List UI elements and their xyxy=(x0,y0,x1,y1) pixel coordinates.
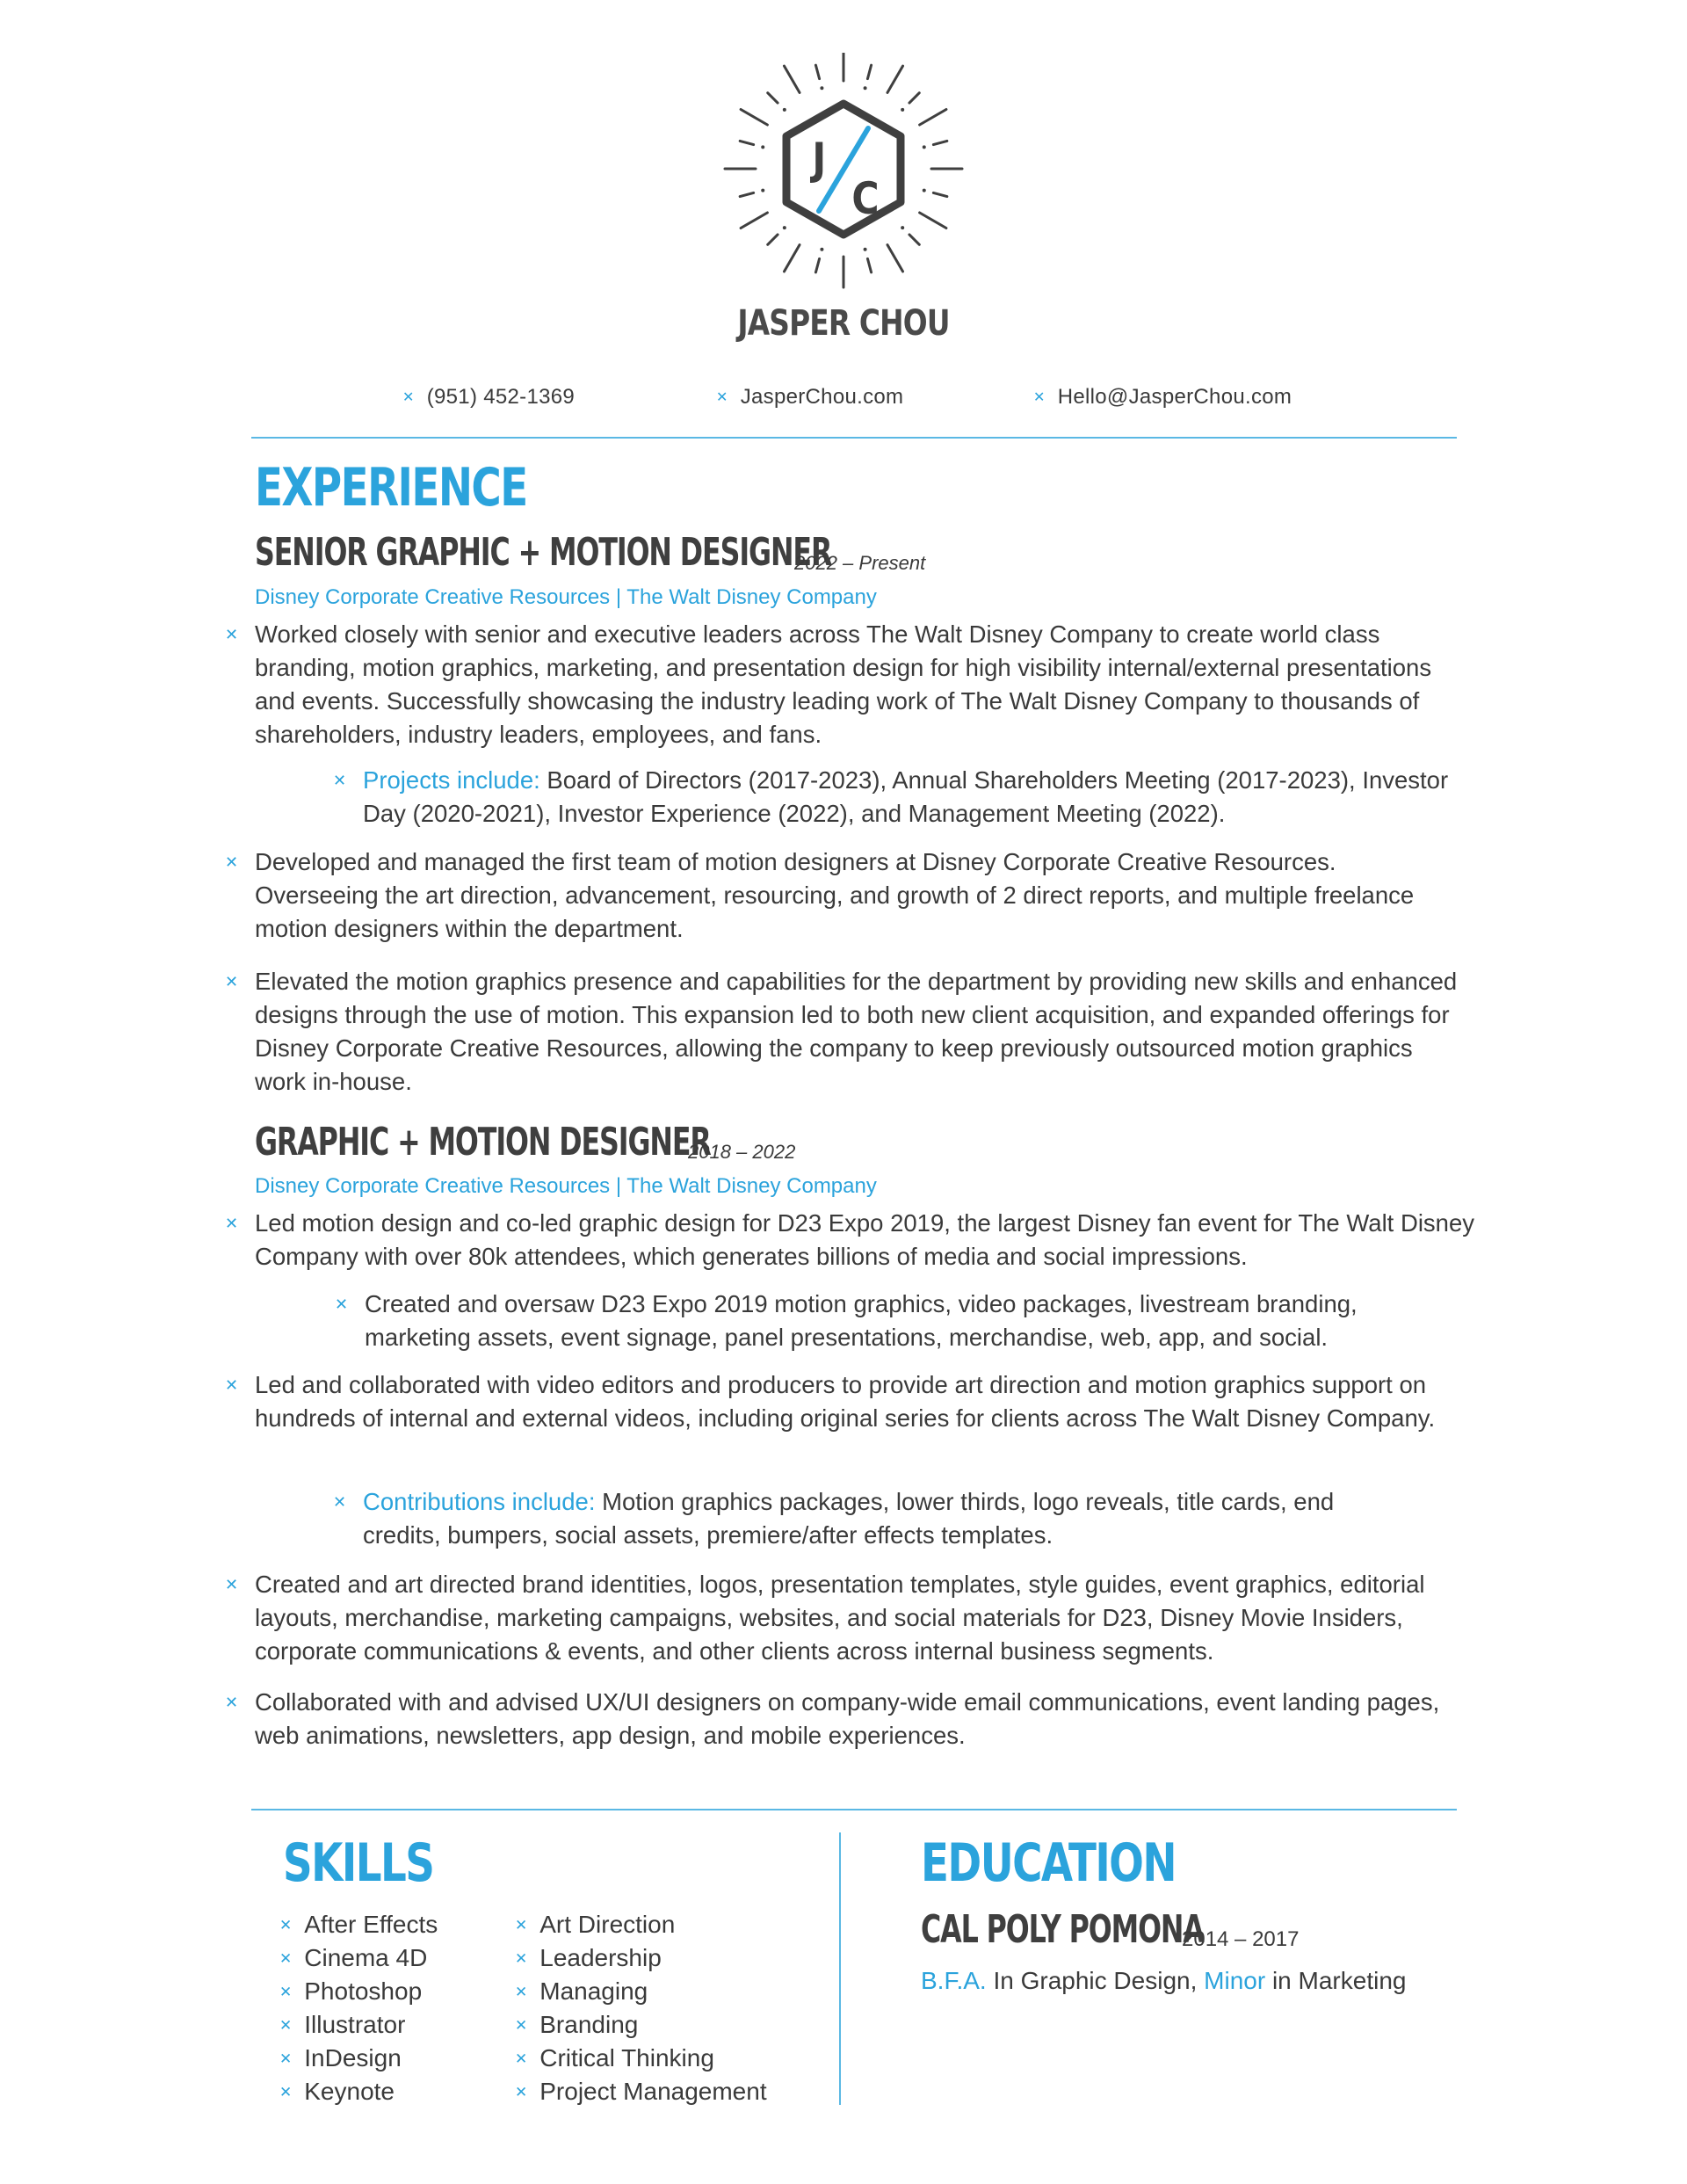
x-mark-icon: ✕ xyxy=(333,1493,347,1511)
skill-item: ✕ Keynote xyxy=(279,2078,395,2105)
sunburst-dot xyxy=(864,86,867,90)
skills-column-1 xyxy=(279,1910,438,2110)
experience-heading: EXPERIENCE xyxy=(255,457,527,519)
sunburst-dot xyxy=(761,145,764,149)
sunburst-ray xyxy=(909,93,919,103)
svg-text:C: C xyxy=(851,172,880,224)
sunburst-dot xyxy=(820,86,823,90)
skill-item: ✕ Managing xyxy=(515,1977,648,2005)
x-mark-icon: ✕ xyxy=(1033,390,1046,405)
sunburst-ray xyxy=(887,245,903,272)
job-dates: 2018 – 2022 xyxy=(688,1141,796,1163)
skill-item: ✕ Photoshop xyxy=(279,1977,423,2005)
sunburst-ray xyxy=(920,213,946,229)
sunburst-ray xyxy=(815,65,819,78)
job-title: GRAPHIC + MOTION DESIGNER xyxy=(255,1120,711,1165)
x-mark-icon: ✕ xyxy=(279,2050,293,2067)
x-mark-icon: ✕ xyxy=(225,1215,239,1232)
x-mark-icon: ✕ xyxy=(279,1984,293,2000)
header-divider xyxy=(251,437,1457,439)
jc-monogram-logo xyxy=(716,53,971,299)
x-mark-icon: ✕ xyxy=(333,772,347,789)
sunburst-dot xyxy=(783,226,786,229)
sunburst-ray xyxy=(933,192,946,196)
x-mark-icon: ✕ xyxy=(279,2084,293,2101)
sunburst-ray xyxy=(887,66,903,92)
sunburst-ray xyxy=(867,258,871,272)
sunburst-ray xyxy=(867,65,871,78)
skill-item: ✕ Leadership xyxy=(515,1944,662,1971)
sunburst-ray xyxy=(785,245,800,272)
x-mark-icon: ✕ xyxy=(716,390,728,405)
skill-item: ✕ Art Direction xyxy=(515,1911,676,1938)
degree-line: B.F.A. In Graphic Design, Minor in Marketing xyxy=(921,1967,1407,1994)
skills-divider xyxy=(251,1809,1457,1810)
sunburst-ray xyxy=(909,235,919,244)
skill-item: ✕ After Effects xyxy=(279,1911,438,1938)
x-mark-icon: ✕ xyxy=(225,626,239,643)
sunburst-dot xyxy=(901,108,904,112)
x-mark-icon: ✕ xyxy=(225,853,239,871)
experience-bullet: ✕ Led motion design and co-led graphic design for D23 Expo 2019, the largest Disney fan event for The Walt Disney Company with over 80k attendees, which generates billions of media and social impressions. xyxy=(255,1207,1476,1273)
experience-bullet: ✕ Elevated the motion graphics presence and capabilities for the department by providing new skills and enhanced designs through the use of motion. This expansion led to both new client acquisition, and expanded offerings for Disney Corporate Creative Resources, allowing the company to keep previously outsourced motion graphics work in-house. xyxy=(255,965,1459,1099)
experience-bullet: ✕ Collaborated with and advised UX/UI designers on company-wide email communications, event landing pages, web animations, newsletters, app design, and mobile experiences. xyxy=(255,1686,1459,1752)
skill-item: ✕ Cinema 4D xyxy=(279,1944,428,1971)
x-mark-icon: ✕ xyxy=(515,2050,528,2067)
skill-item: ✕ Critical Thinking xyxy=(515,2044,714,2072)
sunburst-ray xyxy=(920,110,946,126)
sunburst-ray xyxy=(933,141,946,144)
candidate-name: JASPER CHOU xyxy=(737,303,950,344)
experience-sub-bullet: ✕ Contributions include: Motion graphics packages, lower thirds, logo reveals, title cards, end credits, bumpers, social assets, premiere/after effects templates. xyxy=(363,1485,1373,1552)
sunburst-dot xyxy=(864,248,867,251)
experience-bullet: ✕ Worked closely with senior and executive leaders across The Walt Disney Company to create world class branding, motion graphics, marketing, and presentation design for high visibility internal/external presentations and events. Successfully showcasing the industry leading work of The Walt Disney Company to thousands of shareholders, industry leaders, employees, and fans. xyxy=(255,618,1459,751)
x-mark-icon: ✕ xyxy=(515,1917,528,1934)
x-mark-icon: ✕ xyxy=(515,1984,528,2000)
x-mark-icon: ✕ xyxy=(515,2017,528,2034)
skill-item: ✕ Branding xyxy=(515,2011,639,2038)
job-title: SENIOR GRAPHIC + MOTION DESIGNER xyxy=(255,530,832,575)
school-name: CAL POLY POMONA xyxy=(921,1907,1204,1952)
sunburst-ray xyxy=(740,192,753,196)
x-mark-icon: ✕ xyxy=(225,1376,239,1394)
skills-heading: SKILLS xyxy=(283,1832,434,1894)
skill-item: ✕ Illustrator xyxy=(279,2011,406,2038)
contact-email[interactable]: ✕ Hello@JasperChou.com xyxy=(1033,385,1292,409)
sunburst-dot xyxy=(783,108,786,112)
sunburst-dot xyxy=(820,248,823,251)
job-company: Disney Corporate Creative Resources | The Walt Disney Company xyxy=(255,585,877,609)
x-mark-icon: ✕ xyxy=(515,1950,528,1967)
education-heading: EDUCATION xyxy=(921,1832,1177,1894)
job-company: Disney Corporate Creative Resources | The Walt Disney Company xyxy=(255,1174,877,1198)
sunburst-dot xyxy=(923,145,926,149)
sunburst-dot xyxy=(923,189,926,192)
x-mark-icon: ✕ xyxy=(225,1576,239,1593)
x-mark-icon: ✕ xyxy=(402,390,415,405)
x-mark-icon: ✕ xyxy=(515,2084,528,2101)
x-mark-icon: ✕ xyxy=(225,973,239,990)
experience-bullet: ✕ Created and art directed brand identities, logos, presentation templates, style guides, event graphics, editorial layouts, merchandise, marketing campaigns, websites, and social materials for D23, Disney Movie Insiders, corporate communications & events, and other clients across internal business segments. xyxy=(255,1568,1459,1668)
x-mark-icon: ✕ xyxy=(335,1295,349,1313)
experience-sub-bullet: ✕ Projects include: Board of Directors (2017-2023), Annual Shareholders Meeting (2017-2023), Investor Day (2020-2021), Investor Experience (2022), and Management Meeting (2022). xyxy=(363,764,1470,831)
sunburst-ray xyxy=(785,66,800,92)
skill-item: ✕ Project Management xyxy=(515,2078,767,2105)
sunburst-ray xyxy=(741,213,767,229)
x-mark-icon: ✕ xyxy=(279,1917,293,1934)
contact-phone: ✕ (951) 452-1369 xyxy=(402,385,576,409)
sunburst-ray xyxy=(815,258,819,272)
sunburst-ray xyxy=(741,110,767,126)
sunburst-ray xyxy=(768,235,778,244)
x-mark-icon: ✕ xyxy=(225,1694,239,1711)
job-dates: 2022 – Present xyxy=(794,552,926,574)
x-mark-icon: ✕ xyxy=(279,2017,293,2034)
sunburst-ray xyxy=(740,141,753,144)
education-dates: 2014 – 2017 xyxy=(1182,1927,1300,1951)
sunburst-dot xyxy=(901,226,904,229)
sunburst-ray xyxy=(768,93,778,103)
x-mark-icon: ✕ xyxy=(279,1950,293,1967)
experience-bullet: ✕ Led and collaborated with video editors and producers to provide art direction and motion graphics support on hundreds of internal and external videos, including original series for clients across The Walt Disney Company. xyxy=(255,1368,1459,1435)
experience-bullet: ✕ Developed and managed the first team of motion designers at Disney Corporate Creative Resources. Overseeing the art direction, advancement, resourcing, and growth of 2 direct reports, and multiple freelance motion designers within the department. xyxy=(255,845,1459,946)
svg-text:J: J xyxy=(812,133,827,185)
skill-item: ✕ InDesign xyxy=(279,2044,402,2072)
skills-column-2 xyxy=(515,1910,767,2110)
column-divider xyxy=(839,1832,841,2105)
sunburst-dot xyxy=(761,189,764,192)
experience-sub-bullet: ✕ Created and oversaw D23 Expo 2019 motion graphics, video packages, livestream branding, marketing assets, event signage, panel presentations, merchandise, web, app, and social. xyxy=(365,1288,1419,1354)
contact-website[interactable]: ✕ JasperChou.com xyxy=(716,385,904,409)
